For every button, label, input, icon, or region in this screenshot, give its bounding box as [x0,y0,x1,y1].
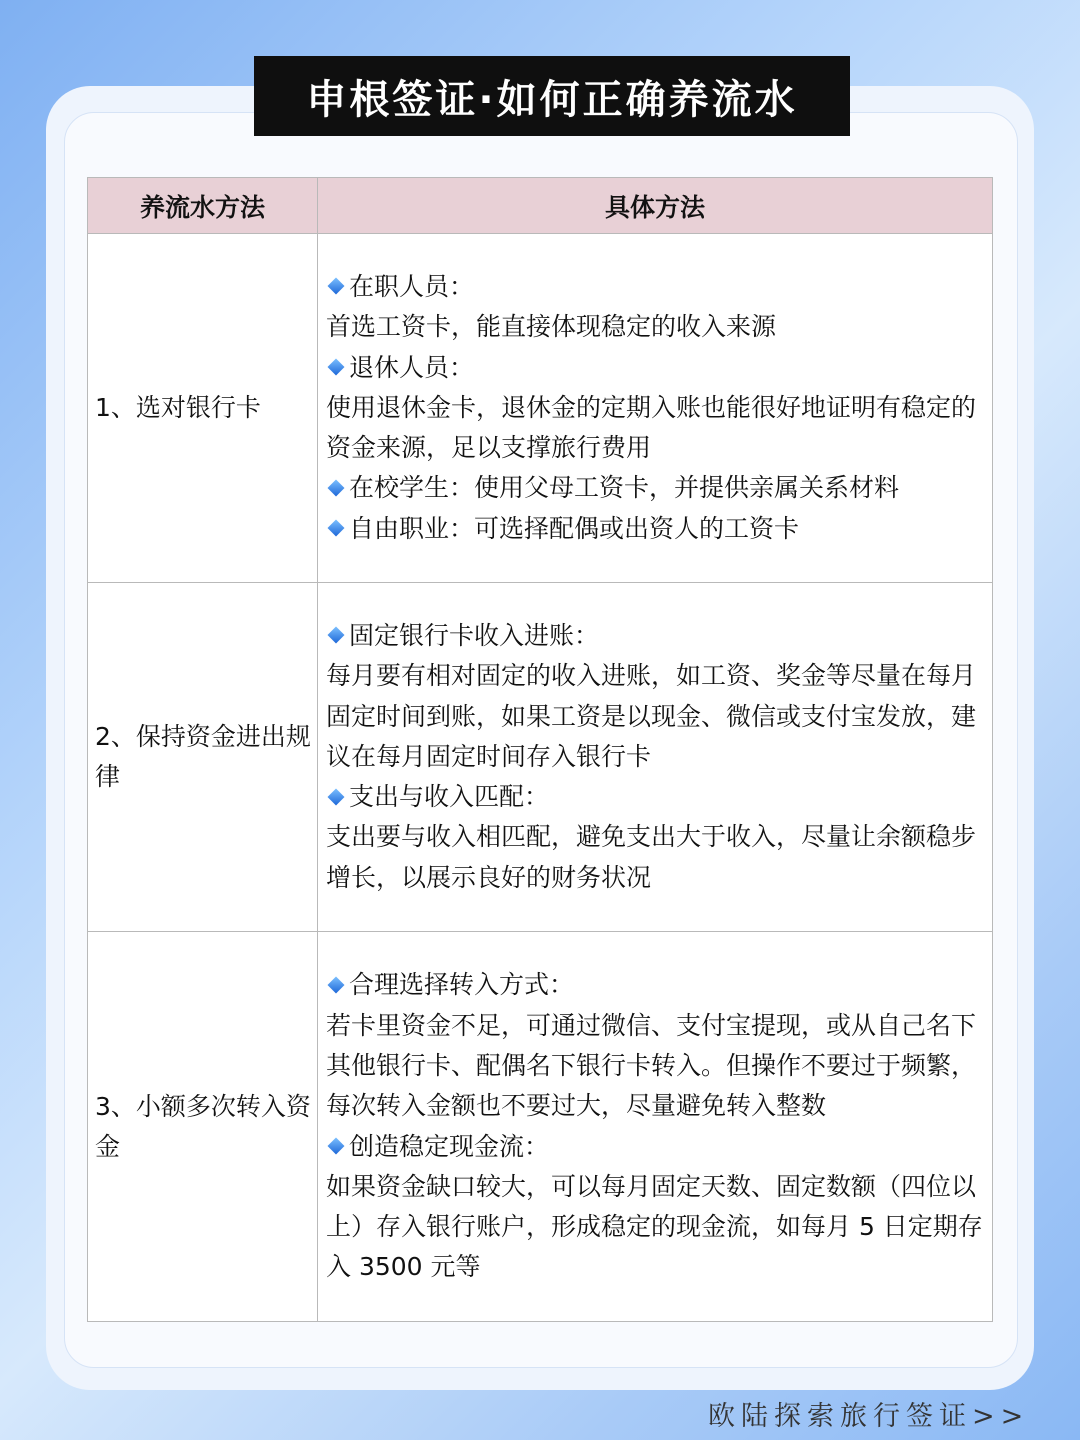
footer-brand-link[interactable]: 欧陆探索旅行签证>> [708,1401,1030,1432]
detail-text: 若卡里资金不足，可通过微信、支付宝提现，或从自己名下其他银行卡、配偶名下银行卡转入。但操作不要过于频繁，每次转入金额也不要过大，尽量避免转入整数 [326,1010,977,1121]
diamond-icon [328,479,345,496]
detail-cell [318,932,993,1322]
detail-text: 如果资金缺口较大，可以每月固定天数、固定数额（四位以上）存入银行账户，形成稳定的现金流，如每月 5 日定期存入 3500 元等 [326,1171,983,1282]
detail-heading: 创造稳定现金流： [326,1127,984,1167]
diamond-icon [328,788,345,805]
diamond-icon [328,976,345,993]
diamond-icon [328,278,345,295]
method-cell: 3、小额多次转入资金 [88,932,318,1322]
detail-heading: 退休人员： [326,348,984,388]
table-row [88,932,993,1322]
detail-heading: 固定银行卡收入进账： [326,616,984,656]
header-detail: 具体方法 [318,178,993,234]
detail-text: 支出要与收入相匹配，避免支出大于收入，尽量让余额稳步增长，以展示良好的财务状况 [326,822,977,892]
diamond-icon [328,627,345,644]
detail-cell [318,234,993,583]
table-header-row [88,178,993,234]
diamond-icon [328,359,345,376]
methods-table [87,177,993,1322]
detail-text: 使用父母工资卡，并提供亲属关系材料 [474,473,900,503]
detail-text: 每月要有相对固定的收入进账，如工资、奖金等尽量在每月固定时间到账，如果工资是以现金、微信或支付宝发放，建议在每月固定时间存入银行卡 [326,661,977,771]
diamond-icon [328,520,345,537]
detail-heading: 自由职业：可选择配偶或出资人的工资卡 [326,509,984,549]
table-row [88,234,993,583]
detail-heading: 合理选择转入方式： [326,965,984,1005]
diamond-icon [328,1138,345,1155]
table-row [88,583,993,932]
detail-text: 使用退休金卡，退休金的定期入账也能很好地证明有稳定的资金来源，足以支撑旅行费用 [326,392,977,463]
detail-cell [318,583,993,932]
detail-heading: 在职人员： [326,267,984,307]
detail-heading: 在校学生：使用父母工资卡，并提供亲属关系材料 [326,468,984,508]
page-title: 申根签证·如何正确养流水 [254,56,850,136]
method-cell: 2、保持资金进出规律 [88,583,318,932]
method-cell: 1、选对银行卡 [88,234,318,583]
detail-heading: 支出与收入匹配： [326,777,984,817]
detail-text: 首选工资卡，能直接体现稳定的收入来源 [326,312,777,342]
detail-text: 可选择配偶或出资人的工资卡 [474,513,800,543]
methods-table-wrapper [87,177,993,1322]
header-method: 养流水方法 [88,178,318,234]
